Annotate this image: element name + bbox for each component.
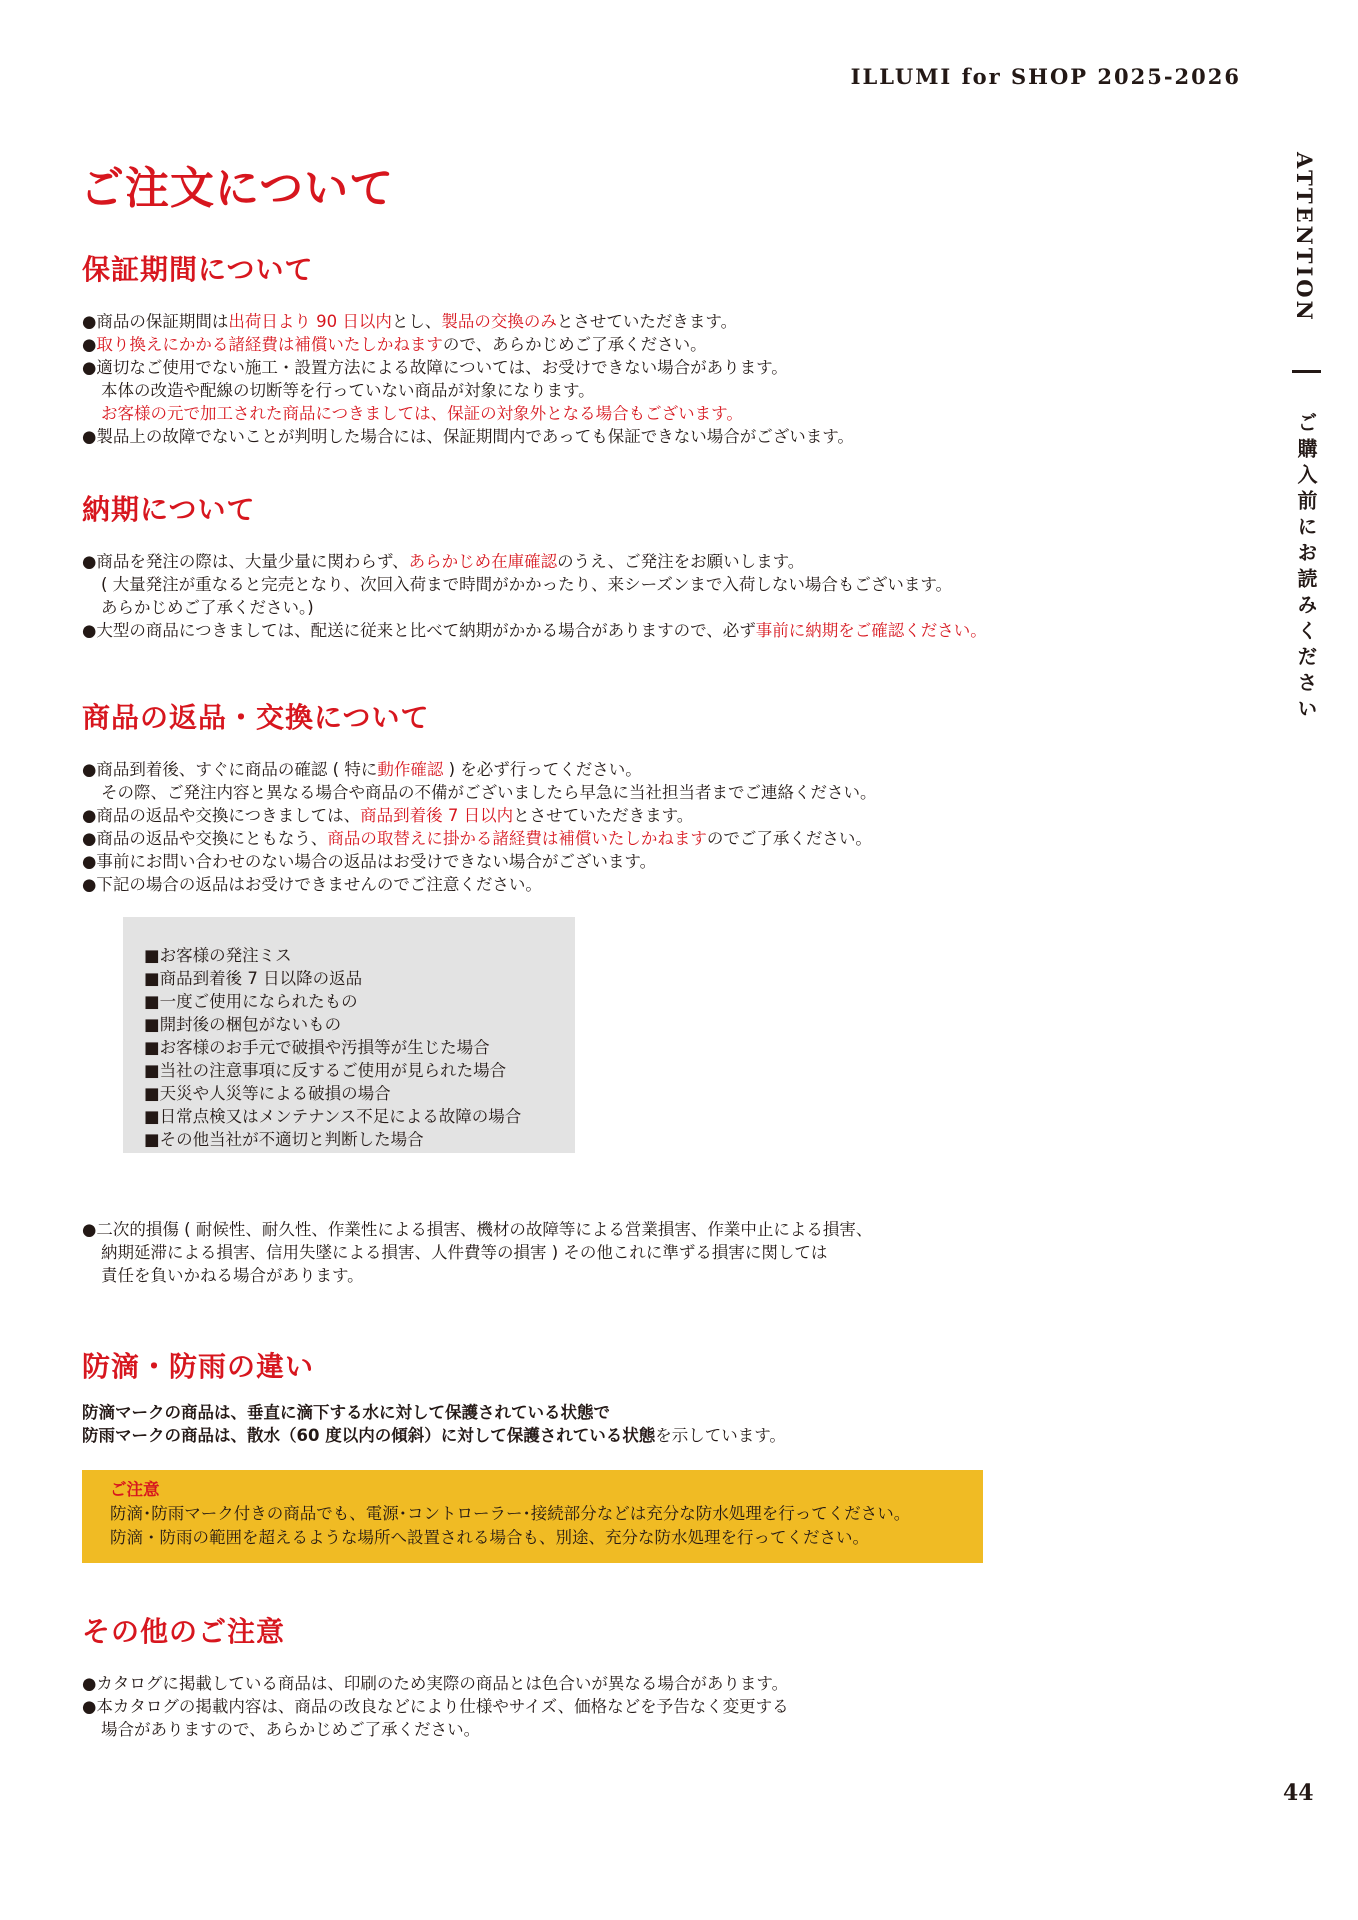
non-returnable-list-box	[123, 917, 575, 1153]
side-divider	[1292, 370, 1321, 373]
caution-box	[82, 1470, 983, 1563]
waterproof-line-1: 防滴マークの商品は、垂直に滴下する水に対して保護されている状態で	[82, 1403, 610, 1422]
highlight: 出荷日より 90 日以内	[228, 312, 392, 331]
returns-line-6: ●下記の場合の返品はお受けできませんのでご注意ください。	[82, 875, 542, 894]
warranty-line-3: ●適切なご使用でない施工・設置方法による故障については、お受けできない場合があります。	[82, 358, 788, 377]
highlight: 製品の交換のみ	[441, 312, 557, 331]
caution-line-2: 防滴・防雨の範囲を超えるような場所へ設置される場合も、別途、充分な防水処理を行ってください。	[110, 1528, 869, 1547]
highlight: 商品の取替えに掛かる諸経費は補償いたしかねます	[327, 829, 707, 848]
text: 防雨マークの商品は、散水（60 度以内の傾斜）に対して保護されている状態	[82, 1426, 656, 1445]
returns-line-4	[82, 827, 1082, 850]
returns-line-5: ●事前にお問い合わせのない場合の返品はお受けできない場合がございます。	[82, 852, 657, 871]
waterproof-line-2	[82, 1424, 1082, 1447]
list-item: ■お客様のお手元で破損や汚損等が生じた場合	[144, 1038, 490, 1057]
text: ので、あらかじめご了承ください。	[442, 335, 707, 354]
list-item: ■当社の注意事項に反するご使用が見られた場合	[144, 1061, 507, 1080]
returns-title: 商品の返品・交換について	[82, 701, 430, 734]
text: とし、	[391, 312, 442, 331]
text: のでご了承ください。	[706, 829, 872, 848]
returns-section	[82, 696, 1082, 896]
text: のうえ、ご発注をお願いします。	[557, 552, 805, 571]
delivery-line-2: ( 大量発注が重なると完売となり、次回入荷まで時間がかかったり、来シーズンまで入荷しない場合もございます。	[101, 575, 953, 594]
returns-line-3	[82, 804, 1082, 827]
secondary-damage-note	[82, 1218, 1082, 1287]
warranty-line-2	[82, 333, 1082, 356]
delivery-section	[82, 488, 1082, 642]
waterproof-title: 防滴・防雨の違い	[82, 1350, 315, 1383]
caution-title: ご注意	[110, 1480, 160, 1499]
waterproof-section	[82, 1345, 1082, 1447]
page-number: 44	[1283, 1780, 1314, 1806]
text: とさせていただきます。	[556, 312, 738, 331]
warranty-line-4: 本体の改造や配線の切断等を行っていない商品が対象になります。	[101, 381, 595, 400]
warranty-title: 保証期間について	[82, 253, 314, 286]
caution-line-1: 防滴･防雨マーク付きの商品でも、電源･コントローラー･接続部分などは充分な防水処理を行ってください。	[110, 1504, 911, 1523]
highlight: 動作確認	[377, 760, 444, 779]
text: ●商品の保証期間は	[82, 312, 229, 331]
other-line-3: 場合がありますので、あらかじめご了承ください。	[101, 1720, 481, 1739]
other-line-1: ●カタログに掲載している商品は、印刷のため実際の商品とは色合いが異なる場合があります。	[82, 1674, 789, 1693]
damage-line-1: ●二次的損傷 ( 耐候性、耐久性、作業性による損害、機材の故障等による営業損害、作業中止による損害、	[82, 1220, 873, 1239]
text: ●大型の商品につきましては、配送に従来と比べて納期がかかる場合がありますので、必ず	[82, 621, 756, 640]
list-item: ■開封後の梱包がないもの	[144, 1015, 342, 1034]
page-title: ご注文について	[80, 163, 395, 214]
other-section	[82, 1610, 1082, 1741]
side-label-read-before-purchase: ご購入前にお読みください	[1294, 412, 1318, 724]
text: を示しています。	[655, 1426, 786, 1445]
highlight: 事前に納期をご確認ください。	[755, 621, 987, 640]
delivery-title: 納期について	[82, 493, 256, 526]
delivery-line-1	[82, 550, 1082, 573]
returns-line-1	[82, 758, 1082, 781]
highlight: 商品到着後 7 日以内	[360, 806, 514, 825]
warranty-section	[82, 248, 1082, 448]
list-item: ■日常点検又はメンテナンス不足による故障の場合	[144, 1107, 522, 1126]
returns-line-2: その際、ご発注内容と異なる場合や商品の不備がございましたら早急に当社担当者までご連絡ください。	[101, 783, 877, 802]
warranty-line-5: お客様の元で加工された商品につきましては、保証の対象外となる場合もございます。	[101, 404, 743, 423]
delivery-line-4	[82, 619, 1082, 642]
delivery-line-3: あらかじめご了承ください。)	[101, 598, 314, 617]
text: ●商品到着後、すぐに商品の確認 ( 特に	[82, 760, 378, 779]
damage-line-3: 責任を負いかねる場合があります。	[101, 1266, 364, 1285]
other-title: その他のご注意	[82, 1615, 286, 1648]
highlight: 取り換えにかかる諸経費は補償いたしかねます	[96, 335, 443, 354]
text: ) を必ず行ってください。	[443, 760, 642, 779]
side-label-attention: ATTENTION	[1292, 152, 1317, 323]
list-item: ■一度ご使用になられたもの	[144, 992, 358, 1011]
list-item: ■その他当社が不適切と判断した場合	[144, 1130, 424, 1149]
damage-line-2: 納期延滞による損害、信用失墜による損害、人件費等の損害 ) その他これに準ずる損害に関しては	[101, 1243, 828, 1262]
bullet: ●	[82, 335, 97, 354]
text: ●商品の返品や交換につきましては、	[82, 806, 361, 825]
text: ●商品の返品や交換にともなう、	[82, 829, 328, 848]
list-item: ■商品到着後 7 日以降の返品	[144, 969, 363, 988]
text: ●商品を発注の際は、大量少量に関わらず、	[82, 552, 409, 571]
warranty-line-6: ●製品上の故障でないことが判明した場合には、保証期間内であっても保証できない場合がございます。	[82, 427, 854, 446]
warranty-line-1	[82, 310, 1082, 333]
list-item: ■お客様の発注ミス	[144, 946, 292, 965]
text: とさせていただきます。	[513, 806, 694, 825]
list-item: ■天災や人災等による破損の場合	[144, 1084, 391, 1103]
highlight: あらかじめ在庫確認	[408, 552, 558, 571]
other-line-2: ●本カタログの掲載内容は、商品の改良などにより仕様やサイズ、価格などを予告なく変更する	[82, 1697, 789, 1716]
header-title: ILLUMI for SHOP 2025-2026	[850, 64, 1241, 89]
